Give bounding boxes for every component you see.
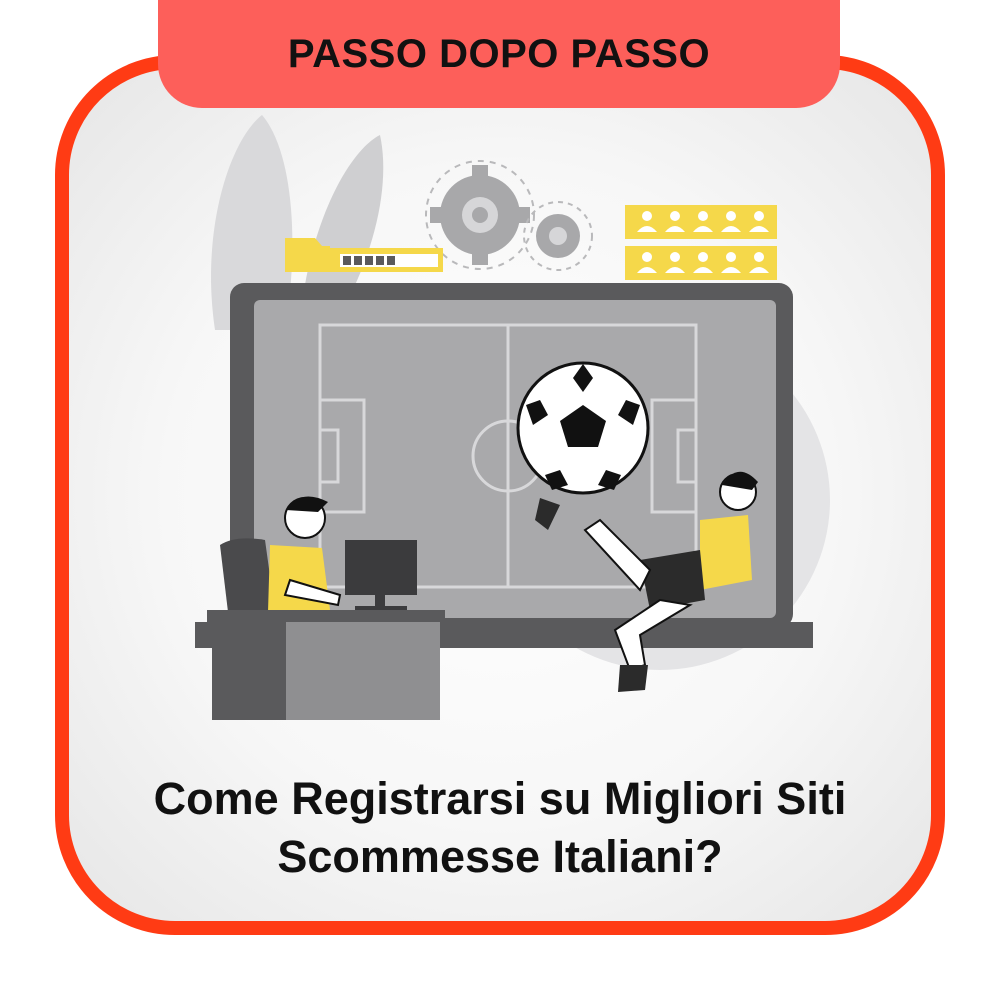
title-line-1: Come Registrarsi su Migliori Siti	[153, 773, 847, 824]
gear-icon	[426, 161, 592, 270]
title-line-2: Scommesse Italiani?	[277, 831, 723, 882]
page-title	[60, 770, 940, 886]
desk-icon	[207, 610, 445, 720]
step-banner	[158, 0, 840, 108]
soccer-ball-icon	[518, 363, 648, 493]
banner-label: PASSO DOPO PASSO	[287, 31, 711, 76]
users-panel-icon	[625, 205, 777, 280]
